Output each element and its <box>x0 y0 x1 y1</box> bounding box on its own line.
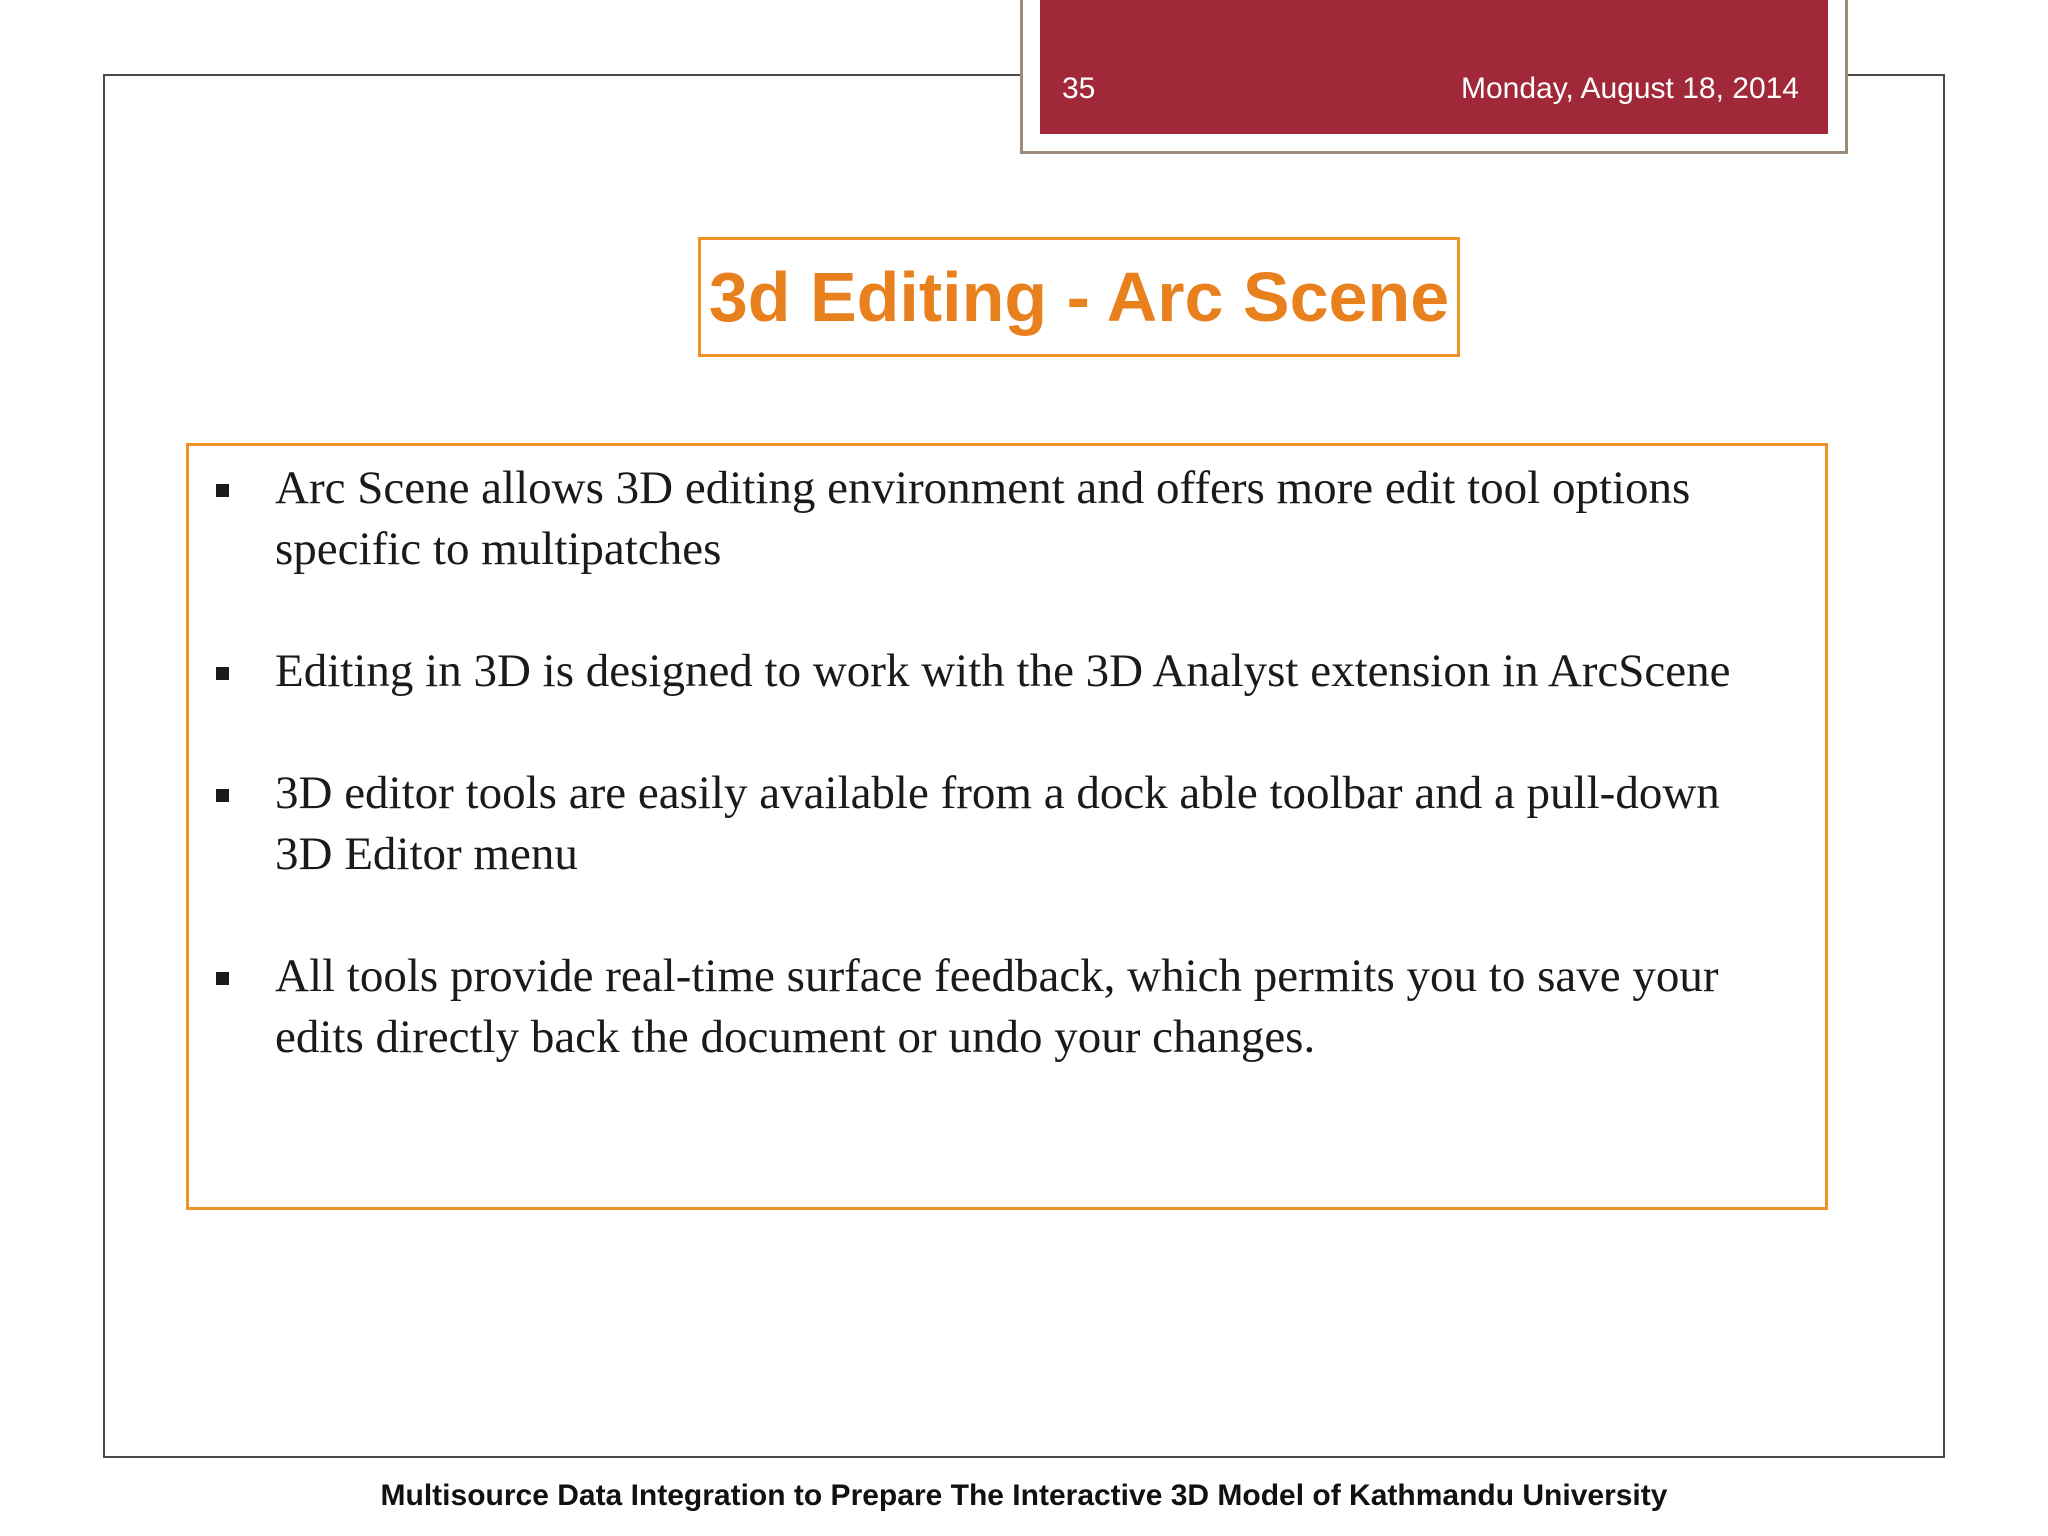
bullet-item <box>189 458 1765 580</box>
slide-number: 35 <box>1062 72 1096 105</box>
title-box <box>698 237 1460 357</box>
content-box <box>186 443 1828 1210</box>
bullet-item <box>189 763 1765 885</box>
square-bullet-icon <box>216 972 229 985</box>
bullet-item <box>189 946 1765 1068</box>
slide-date: Monday, August 18, 2014 <box>1460 72 1799 105</box>
bullet-text: All tools provide real-time surface feedback, which permits you to save your edits directly back the document or undo your changes. <box>275 950 1719 1063</box>
bullet-text: Editing in 3D is designed to work with the 3D Analyst extension in ArcScene <box>275 645 1731 697</box>
bullet-text: Arc Scene allows 3D editing environment and offers more edit tool options specific to multipatches <box>275 462 1691 575</box>
bullet-text: 3D editor tools are easily available from a dock able toolbar and a pull-down 3D Editor menu <box>275 767 1720 880</box>
footer-text: Multisource Data Integration to Prepare The Interactive 3D Model of Kathmandu University <box>380 1479 1668 1512</box>
square-bullet-icon <box>216 789 229 802</box>
bullet-list <box>189 458 1765 1068</box>
bullet-item <box>189 641 1765 702</box>
square-bullet-icon <box>216 484 229 497</box>
header-band <box>1040 0 1828 134</box>
slide-title: 3d Editing - Arc Scene <box>708 258 1450 336</box>
square-bullet-icon <box>216 667 229 680</box>
